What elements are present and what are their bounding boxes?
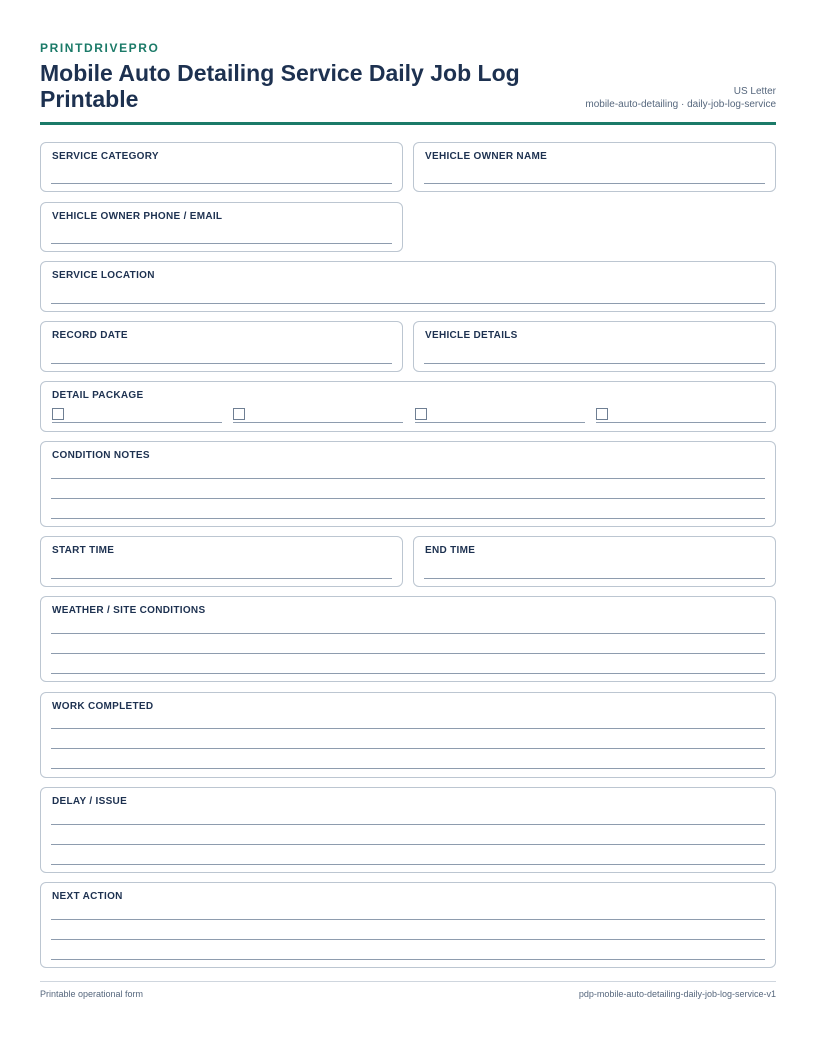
option-write-line[interactable] xyxy=(233,422,403,423)
vehicle-owner-name-label: VEHICLE OWNER NAME xyxy=(425,151,548,162)
vehicle-details-field xyxy=(413,321,776,372)
next-action-line-2[interactable] xyxy=(51,939,765,940)
work-completed-label: WORK COMPLETED xyxy=(52,701,154,712)
delay-issue-line-3[interactable] xyxy=(51,864,765,865)
condition-notes-line-1[interactable] xyxy=(51,478,765,479)
next-action-field xyxy=(40,882,776,968)
record-date-input-line[interactable] xyxy=(51,363,392,364)
footer-rule xyxy=(40,981,776,982)
detail-package-option-2 xyxy=(233,408,403,424)
service-category-field xyxy=(40,142,403,192)
page-meta xyxy=(585,85,776,111)
option-write-line[interactable] xyxy=(52,422,222,423)
detail-package-option-3 xyxy=(415,408,585,424)
weather-site-line-3[interactable] xyxy=(51,673,765,674)
delay-issue-label: DELAY / ISSUE xyxy=(52,796,128,807)
weather-site-line-2[interactable] xyxy=(51,653,765,654)
start-time-field xyxy=(40,536,403,587)
service-category-input-line[interactable] xyxy=(51,183,392,184)
detail-package-label: DETAIL PACKAGE xyxy=(52,390,144,401)
vehicle-owner-name-input-line[interactable] xyxy=(424,183,765,184)
weather-site-field xyxy=(40,596,776,682)
delay-issue-line-2[interactable] xyxy=(51,844,765,845)
delay-issue-line-1[interactable] xyxy=(51,824,765,825)
service-category-label: SERVICE CATEGORY xyxy=(52,151,159,162)
condition-notes-field xyxy=(40,441,776,527)
condition-notes-label: CONDITION NOTES xyxy=(52,450,150,461)
form-id: pdp-mobile-auto-detailing-daily-job-log-service-v1 xyxy=(578,989,776,999)
option-write-line[interactable] xyxy=(596,422,766,423)
next-action-line-3[interactable] xyxy=(51,959,765,960)
work-completed-line-3[interactable] xyxy=(51,768,765,769)
footer-note: Printable operational form xyxy=(40,989,144,999)
vehicle-details-label: VEHICLE DETAILS xyxy=(425,330,518,341)
vehicle-owner-name-field xyxy=(413,142,776,192)
work-completed-line-1[interactable] xyxy=(51,728,765,729)
end-time-field xyxy=(413,536,776,587)
condition-notes-line-3[interactable] xyxy=(51,518,765,519)
end-time-input-line[interactable] xyxy=(424,578,765,579)
page-title: Mobile Auto Detailing Service Daily Job Log Printable xyxy=(40,60,520,112)
delay-issue-field xyxy=(40,787,776,873)
service-location-field xyxy=(40,261,776,312)
checkbox[interactable] xyxy=(596,408,608,420)
weather-site-label: WEATHER / SITE CONDITIONS xyxy=(52,605,206,616)
vehicle-owner-contact-input-line[interactable] xyxy=(51,243,392,244)
record-date-label: RECORD DATE xyxy=(52,330,128,341)
checkbox[interactable] xyxy=(52,408,64,420)
service-location-label: SERVICE LOCATION xyxy=(52,270,155,281)
brand-name: PRINTDRIVEPRO xyxy=(40,41,160,55)
header-rule xyxy=(40,122,776,125)
checkbox[interactable] xyxy=(233,408,245,420)
vehicle-owner-contact-label: VEHICLE OWNER PHONE / EMAIL xyxy=(52,211,223,222)
detail-package-option-4 xyxy=(596,408,766,424)
start-time-label: START TIME xyxy=(52,545,115,556)
work-completed-line-2[interactable] xyxy=(51,748,765,749)
service-location-input-line[interactable] xyxy=(51,303,765,304)
end-time-label: END TIME xyxy=(425,545,476,556)
record-date-field xyxy=(40,321,403,372)
next-action-label: NEXT ACTION xyxy=(52,891,123,902)
checkbox[interactable] xyxy=(415,408,427,420)
option-write-line[interactable] xyxy=(415,422,585,423)
start-time-input-line[interactable] xyxy=(51,578,392,579)
work-completed-field xyxy=(40,692,776,778)
condition-notes-line-2[interactable] xyxy=(51,498,765,499)
vehicle-details-input-line[interactable] xyxy=(424,363,765,364)
detail-package-field xyxy=(40,381,776,432)
form-slug: mobile-auto-detailing · daily-job-log-service xyxy=(585,99,776,110)
vehicle-owner-contact-field xyxy=(40,202,403,252)
next-action-line-1[interactable] xyxy=(51,919,765,920)
paper-size: US Letter xyxy=(733,86,776,97)
detail-package-option-1 xyxy=(52,408,222,424)
weather-site-line-1[interactable] xyxy=(51,633,765,634)
